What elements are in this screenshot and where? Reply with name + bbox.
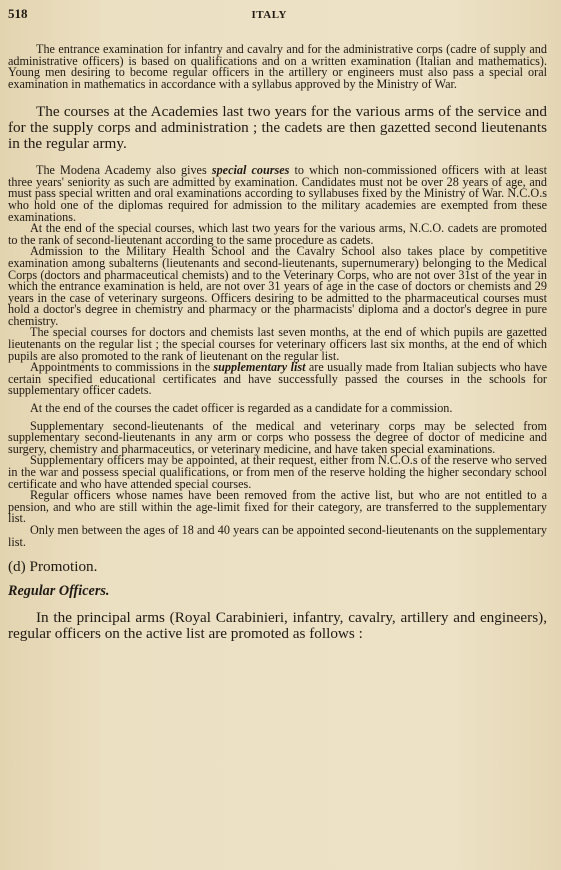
text-span: to which non-commissioned officers with at least three years' seniority as such are admitted by examination. Candidates must not be over 28 years of age, and must pass special written and oral examinations according to syllabuses fixed by the Ministry of War. N.C.O.s who hold one of the diplomas required for admission to the military academies are exempted from these examinations. bbox=[8, 163, 547, 224]
paragraph-age-limits: Only men between the ages of 18 and 40 years can be appointed second-lieutenants on the supplementary list. bbox=[8, 522, 547, 549]
paragraph-principal-arms: In the principal arms (Royal Carabinieri, infantry, cavalry, artillery and engineers), regular officers on the active list are promoted as follows : bbox=[8, 609, 547, 642]
text-span: Appointments to commissions in the bbox=[30, 360, 214, 375]
paragraph-supplementary-reserve: Supplementary officers may be appointed, at their request, either from N.C.O.s of the reserve who served in the war and possess special qualifications, or from men of the reserve holding the higher secondary school certificate and who have attended special courses. bbox=[8, 453, 547, 491]
paragraph-cadet-candidate: At the end of the courses the cadet officer is regarded as a candidate for a commission. bbox=[30, 401, 453, 416]
paragraph-supplementary-appointments bbox=[8, 362, 547, 397]
running-head: ITALY bbox=[251, 9, 287, 21]
emphasis-special-courses: special courses bbox=[211, 163, 290, 178]
subheading-regular-officers: Regular Officers. bbox=[8, 583, 110, 600]
paragraph-entrance-examination: The entrance examination for infantry and cavalry and for the administrative corps (cadre of supply and administrative officers) is based on qualifications and on a written examination (Italian and mathematics). Young men desiring to become regular officers in the artillery or engineers must also pass a special oral examination in mathematics in accordance with a syllabus approved by the Ministry of War. bbox=[8, 42, 547, 91]
paragraph-doctors-chemists-courses: The special courses for doctors and chemists last seven months, at the end of which pupils are gazetted lieutenants on the regular list ; the special courses for veterinary officers last six months, at the end of which pupils are also promoted to the rank of lieutenant on the regular list. bbox=[8, 325, 547, 363]
text-span: are usually made from Italian subjects who have certain specified educational certificates and have successfully passed the courses in the schools for supplementary officer cadets. bbox=[8, 360, 547, 398]
section-heading-promotion: (d) Promotion. bbox=[8, 558, 98, 576]
paragraph-special-courses-end: At the end of the special courses, which last two years for the various arms, N.C.O. cadets are promoted to the rank of second-lieutenant according to the same procedure as cadets. bbox=[8, 221, 547, 247]
paragraph-supplementary-medical: Supplementary second-lieutenants of the medical and veterinary corps may be selected from supplementary second-lieutenants in any arm or corps who possess the degree of doctor of medicine and surgery, chemistry and pharmaceutics, or veterinary medicine, and have taken special examinations. bbox=[8, 418, 547, 456]
paragraph-modena-academy bbox=[8, 165, 547, 223]
emphasis-supplementary-list: supplementary list bbox=[213, 360, 306, 375]
page-number: 518 bbox=[8, 6, 28, 21]
paragraph-regular-officers-removed: Regular officers whose names have been removed from the active list, but who are not entitled to a pension, and who are still within the age-limit fixed for their category, are transferred to the supplementary list. bbox=[8, 488, 547, 526]
page-header bbox=[8, 6, 547, 26]
paragraph-military-health-school: Admission to the Military Health School and the Cavalry School also takes place by competitive examination among subalterns (lieutenants and second-lieutenants, supernumerary) belonging to the Medical Corps (doctors and pharmaceutical chemists) and to the Veterinary Corps, who are not over 31st of the year in which the entrance examination is held, are not over 31 years of age in the case of doctors or chemists and 29 years in the case of veterinary surgeons. Officers desiring to be admitted to the pharmaceutical courses must hold a doctor's degree in chemistry and pharmacy or the pharmacists' diploma and a doctor's degree in pure chemistry. bbox=[8, 244, 547, 328]
paragraph-academy-courses: The courses at the Academies last two years for the various arms of the service and for the supply corps and administration ; the cadets are then gazetted second lieutenants in the regular army. bbox=[8, 103, 547, 152]
text-span: The Modena Academy also gives bbox=[36, 163, 212, 178]
